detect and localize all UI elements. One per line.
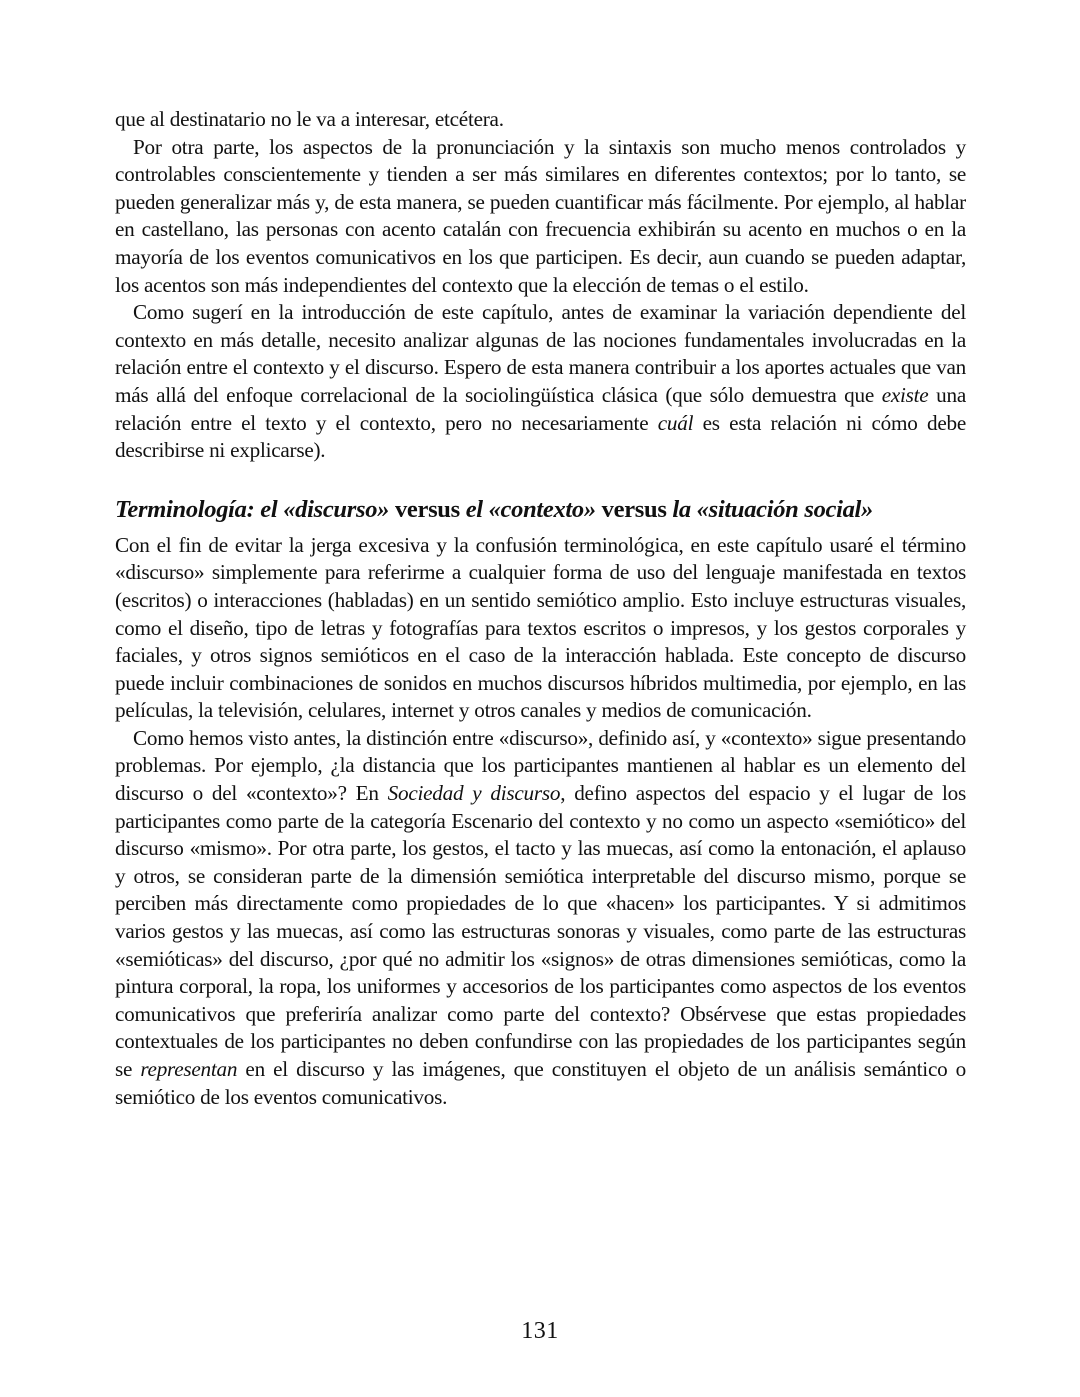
paragraph-continuation: que al destinatario no le va a interesar, etcétera. <box>115 107 504 131</box>
heading-part: versus <box>389 495 466 523</box>
section-heading-terminologia <box>115 495 966 525</box>
book-page-body <box>115 106 966 1111</box>
heading-part: la «situación social» <box>672 495 874 523</box>
paragraph-introduction-notions <box>115 299 966 465</box>
page-number: 131 <box>521 1318 559 1344</box>
heading-part: el «contexto» <box>465 495 596 523</box>
text-segment: una relación entre el texto y el contexto, pero no necesariamente <box>115 382 967 435</box>
paragraph-pronunciation-syntax: Por otra parte, los aspectos de la pronunciación y la sintaxis son mucho menos controlados y controlables conscientemente y tienden a ser más similares en diferentes contextos; por lo tanto, se pueden generalizar más y, de esta manera, se pueden cuantificar más fácilmente. Por ejemplo, al hablar en castellano, las personas con acento catalán con frecuencia exhibirán su acento en muchos o en la mayoría de los eventos comunicativos en los que participen. Es decir, aun cuando se pueden adaptar, los acentos son más independientes del contexto que la elección de temas o el estilo. <box>115 134 966 297</box>
heading-part: Terminología: el «discurso» <box>115 495 390 523</box>
heading-part: versus <box>595 495 673 523</box>
italic-book-title: Sociedad y discurso <box>387 781 561 806</box>
paragraph-discourse-definition: Con el fin de evitar la jerga excesiva y la confusión terminológica, en este capítulo usaré el término «discurso» simplemente para referirme a cualquier forma de uso del lenguaje manifestada en textos (escritos) o interacciones (habladas) en un sentido semiótico amplio. Esto incluye estructuras visuales, como el diseño, tipo de letras y fotografías para textos escritos o impresos, y los gestos corporales y faciales, y otros signos semióticos en el caso de la interacción hablada. Este concepto de discurso puede incluir combinaciones de sonidos en muchos discursos híbridos multimedia, por ejemplo, en las películas, la televisión, celulares, internet y otros canales y medios de comunicación. <box>115 532 966 723</box>
italic-term-representan: representan <box>140 1057 238 1081</box>
text-segment: , defino aspectos del espacio y el lugar de los participantes como parte de la categoría Escenario del contexto y no como un aspecto «semiótico» del discurso «mismo». Por otra parte, los gestos, el tacto y las muecas, así como la entonación, el aplauso y otros, se consideran parte de la dimensión semiótica interpretable del discurso mismo, porque se perciben más directamente como propiedades de lo que «hacen» los participantes. Y si admitimos varios gestos y las muecas, así como las estructuras sonoras y visuales, como parte de las estructuras «semióticas» del discurso, ¿por qué no admitir los «signos» de otras dimensiones semióticas, como la pintura corporal, la ropa, los uniformes y accesorios de los participantes como aspectos de los eventos comunicativos que preferiría analizar como parte del contexto? Obsérvese que estas propiedades contextuales de los participantes no deben confundirse con las propiedades de los participantes según se <box>115 781 966 1081</box>
text-segment: en el discurso y las imágenes, que constituyen el objeto de un análisis semántico o semiótico de los eventos comunicativos. <box>115 1057 966 1109</box>
italic-term-cual: cuál <box>657 410 694 435</box>
paragraph-discourse-vs-context <box>115 725 966 1111</box>
text-segment: Como sugerí en la introducción de este capítulo, antes de examinar la variación dependiente del contexto en más detalle, necesito analizar algunas de las nociones fundamentales involucradas en la relación entre el contexto y el discurso. Espero de esta manera contribuir a los aportes actuales que van más allá del enfoque correlacional de la sociolingüística clásica (que sólo demuestra que <box>115 300 966 407</box>
text-segment: Como hemos visto antes, la distinción entre «discurso», definido así, y «contexto» sigue presentando problemas. Por ejemplo, ¿la distancia que los participantes mantienen al hablar es un elemento del discurso o del «contexto»? En <box>115 725 966 806</box>
text-segment: es esta relación ni cómo debe describirse ni explicarse). <box>115 410 966 463</box>
italic-term-existe: existe <box>881 382 929 407</box>
